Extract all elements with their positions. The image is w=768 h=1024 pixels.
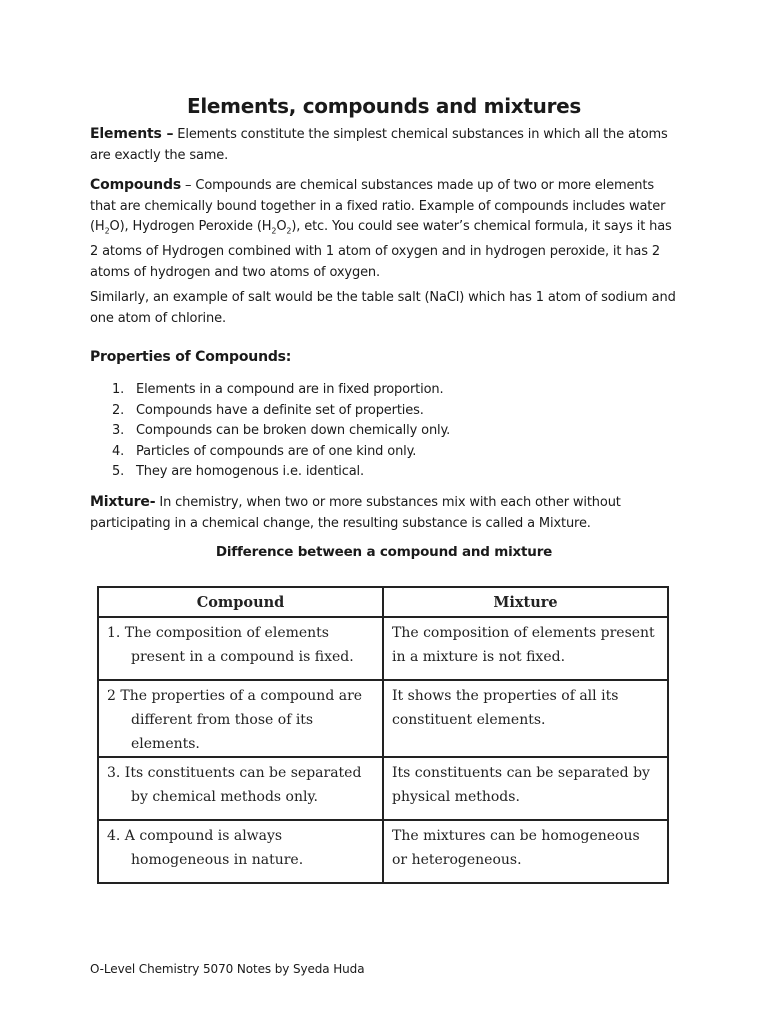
compounds-definition-a: Compounds are chemical substances made up of two or more elements that are chemically bound together in a fixed ratio. Example of compounds includes water (H — [90, 178, 666, 235]
list-item — [112, 421, 450, 442]
compounds-definition-d: ), etc. You could see water’s chemical formula, it says it has 2 atoms of Hydrogen combined with 1 atom of oxygen and in hydrogen peroxide, it has 2 atoms of hydrogen and two atoms of oxygen. — [90, 219, 672, 280]
elements-definition: Elements constitute the simplest chemical substances in which all the atoms are exactly the same. — [90, 127, 668, 163]
table-row — [98, 680, 668, 757]
list-text: They are homogenous i.e. identical. — [136, 464, 364, 480]
subscript: 2 — [104, 226, 110, 236]
page-title: Elements, compounds and mixtures — [186, 94, 582, 118]
list-text: Compounds have a definite set of properties. — [136, 402, 424, 418]
list-text: Compounds can be broken down chemically only. — [136, 423, 451, 439]
column-header-mixture: Mixture — [383, 587, 668, 617]
list-number: 3. — [112, 423, 125, 439]
salt-paragraph: Similarly, an example of salt would be the table salt (NaCl) which has 1 atom of sodium and one atom of chlorine. — [90, 290, 676, 326]
table-row — [98, 757, 668, 820]
subscript: 2 — [271, 226, 277, 236]
table-caption: Difference between a compound and mixture — [215, 544, 553, 560]
list-number: 4. — [112, 443, 125, 459]
comparison-table — [97, 586, 669, 884]
mixture-definition: In chemistry, when two or more substances mix with each other without participating in a chemical change, the resulting substance is called a Mixture. — [90, 495, 621, 531]
properties-list — [112, 380, 450, 483]
list-number: 1. — [112, 382, 125, 397]
table-row — [98, 617, 668, 680]
list-number: 5. — [112, 464, 125, 480]
list-item — [112, 401, 450, 422]
compound-cell: 3. Its constituents can be separated by chemical methods only. — [98, 757, 383, 820]
mixture-cell: The mixtures can be homogeneous or heterogeneous. — [383, 820, 668, 883]
subscript: 2 — [286, 226, 292, 236]
properties-heading: Properties of Compounds: — [90, 349, 292, 365]
mixture-cell: It shows the properties of all its constituent elements. — [383, 680, 668, 757]
list-item — [112, 442, 450, 463]
column-header-compound: Compound — [98, 587, 383, 617]
table-header-row — [98, 587, 668, 617]
compounds-dash: – — [181, 178, 196, 193]
list-item — [112, 380, 450, 401]
elements-term: Elements – — [90, 126, 174, 142]
compounds-paragraph — [90, 175, 680, 284]
list-text: Particles of compounds are of one kind only. — [136, 443, 417, 459]
mixture-cell: Its constituents can be separated by physical methods. — [383, 757, 668, 820]
elements-paragraph — [90, 124, 680, 166]
mixture-cell: The composition of elements present in a mixture is not fixed. — [383, 617, 668, 680]
list-number: 2. — [112, 402, 125, 418]
compound-cell: 2 The properties of a compound are different from those of its elements. — [98, 680, 383, 757]
compounds-term: Compounds — [90, 177, 182, 193]
compounds-definition-b: O), Hydrogen Peroxide (H — [109, 219, 272, 235]
mixture-paragraph — [90, 492, 680, 534]
mixture-term: Mixture- — [90, 494, 156, 510]
compound-cell: 4. A compound is always homogeneous in nature. — [98, 820, 383, 883]
compound-cell: 1. The composition of elements present in a compound is fixed. — [98, 617, 383, 680]
list-item — [112, 462, 450, 483]
page-footer: O-Level Chemistry 5070 Notes by Syeda Huda — [90, 962, 365, 976]
table-row — [98, 820, 668, 883]
compounds-definition-c: O — [276, 219, 287, 235]
list-text: Elements in a compound are in fixed proportion. — [136, 382, 444, 397]
